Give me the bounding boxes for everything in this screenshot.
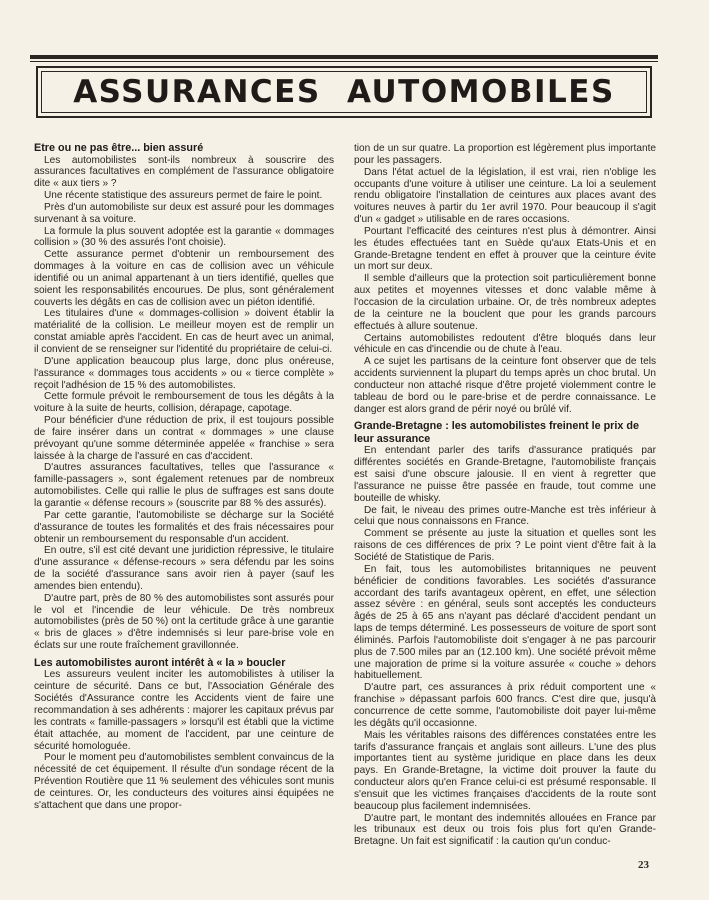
section-heading: Etre ou ne pas être... bien assuré — [34, 142, 204, 154]
article-paragraph: D'autre part, près de 80 % des automobilistes sont assurés pour le vol et l'incendie de leur véhicule. De très nombreux automobilistes (près de 50 %) ont la certitude grâce à une garantie « bris de glaces » d'être indemnisés si leur pare-brise vole en éclats sur une route fraîchement gravillonnée. — [34, 592, 334, 652]
page-title: ASSURANCES AUTOMOBILES — [73, 74, 615, 110]
title-frame — [36, 66, 652, 118]
article-paragraph: D'autre part, le montant des indemnités allouées en France par les tribunaux est deux ou trois fois plus fort qu'en Grande-Bretagne. Un fait est significatif : la caution qu'un conduc- — [354, 812, 656, 848]
article-paragraph: De fait, le niveau des primes outre-Manche est très inférieur à celui que nous connaissons en France. — [354, 504, 656, 528]
article-paragraph: Pour bénéficier d'une réduction de prix, il est toujours possible de faire insérer dans un contrat « dommages » une clause prévoyant qu'une somme déterminée appelée « franchise » sera laissée à la charge de l'assuré en cas d'accident. — [34, 415, 334, 462]
article-paragraph: tion de un sur quatre. La proportion est légèrement plus importante pour les passagers. — [354, 143, 656, 166]
article-paragraph: Les automobilistes sont-ils nombreux à souscrire des assurances facultatives en complément de l'assurance obligatoire dite « aux tiers » ? — [34, 154, 334, 190]
article-paragraph: Par cette garantie, l'automobiliste se décharge sur la Société d'assurance de toutes les formalités et des frais nécessaires pour obtenir un remboursement du responsable d'un accident. — [34, 509, 334, 545]
article-paragraph: Mais les véritables raisons des différences constatées entre les tarifs d'assurance français et anglais sont ailleurs. L'une des plus importantes tient au système juridique en place dans les deux pays. En Grande-Bretagne, la victime doit prouver la faute du conducteur alors qu'en France celui-ci est présumé responsable. Il s'ensuit que les victimes françaises d'accidents de la route sont beaucoup plus facilement indemnisées. — [354, 729, 656, 812]
article-paragraph: Dans l'état actuel de la législation, il est vrai, rien n'oblige les occupants d'une voiture à utiliser une ceinture. La loi a seulement rendu obligatoire l'installation de ceintures aux places avant des voitures neuves à partir du 1er avril 1970. Pour beaucoup il s'agit d'un « gadget » utilisable en de rares occasions. — [354, 166, 656, 226]
article-paragraph: La formule la plus souvent adoptée est la garantie « dommages collision » (30 % des assurés l'ont choisie). — [34, 225, 334, 249]
article-paragraph: En fait, tous les automobilistes britanniques ne peuvent bénéficier de conditions favorables. Les sociétés d'assurance accordant des tarifs avantageux opèrent, en effet, une sélection assez sévère : en général, seuls sont acceptés les conducteurs âgés de 25 à 65 ans n'ayant pas déclaré d'accident pendant un laps de temps déterminé. Les possesseurs de voiture de sport sont éliminés. Parfois l'automobiliste doit s'engager à ne pas parcourir plus de 7.500 miles par an (12.100 km). Une société prévoit même une majoration de prime si la voiture assurée « couche » dehors habituellement. — [354, 563, 656, 682]
article-paragraph: Cette assurance permet d'obtenir un remboursement des dommages à la voiture en cas de collision avec un véhicule identifié ou un animal appartenant à un tiers identifié, quelles que soient les responsabilités encourues. De plus, sont généralement couverts les dégâts en cas de collision avec un piéton identifié. — [34, 249, 334, 308]
article-paragraph: En entendant parler des tarifs d'assurance pratiqués par différentes sociétés en Grande-Bretagne, l'automobiliste français est saisi d'une obscure jalousie. Il en vient à regretter que l'assurance ne puisse être passée en fraude, tout comme une bouteille de whisky. — [354, 445, 656, 504]
top-rule-thick — [30, 55, 658, 59]
right-article-column — [354, 143, 656, 848]
article-paragraph: Une récente statistique des assureurs permet de faire le point. — [44, 190, 323, 202]
article-paragraph: Les assureurs veulent inciter les automobilistes à utiliser la ceinture de sécurité. Dans ce but, l'Association Générale des Sociétés d'Assurance contre les Accidents vient de faire une recommandation à ses adhérents : majorer les capitaux prévus par les contrats « famille-passagers » lorsqu'il est établi que la victime était attachée, au moment de l'accident, par une ceinture de sécurité homologuée. — [34, 669, 334, 752]
section-heading: Les automobilistes auront intérêt à « la » boucler — [34, 656, 286, 669]
article-paragraph: Pourtant l'efficacité des ceintures n'est plus à démontrer. Ainsi les études effectuées tant en Suède qu'aux Etats-Unis et en Grande-Bretagne tendent en effet à prouver que la ceinture évite un mort sur deux. — [354, 225, 656, 273]
article-paragraph: D'autres assurances facultatives, telles que l'assurance « famille-passagers », sont également retenues par de nombreux automobilistes. Celle qui rallie le plus de suffrages est sans doute la garantie « défense recours » (souscrite par 88 % des assurés). — [34, 462, 334, 509]
article-paragraph: D'une application beaucoup plus large, donc plus onéreuse, l'assurance « dommages tous accidents » ou « tierce complète » reçoit l'adhésion de 15 % des automobilistes. — [34, 355, 334, 391]
article-paragraph: D'autre part, ces assurances à prix réduit comportent une « franchise » dépassant parfois 600 francs. C'est dire que, jusqu'à concurrence de cette somme, l'automobiliste doit payer lui-même les dégâts qu'il occasionne. — [354, 682, 656, 729]
article-paragraph: Certains automobilistes redoutent d'être bloqués dans leur véhicule en cas d'incendie ou de chute à l'eau. — [354, 332, 656, 356]
article-paragraph: Les titulaires d'une « dommages-collision » doivent établir la matérialité de la collision. Le meilleur moyen est de remplir un constat amiable après l'accident. En cas de heurt avec un animal, il convient de se renseigner sur l'identité du propriétaire de celui-ci. — [34, 308, 334, 355]
article-paragraph: A ce sujet les partisans de la ceinture font observer que de tels accidents surviennent la plupart du temps après un choc brutal. Un conducteur non attaché risque d'être projeté violemment contre le tableau de bord ou le pare-brise et de perdre connaissance. Le danger est alors grand de périr noyé ou brûlé vif. — [354, 356, 656, 415]
article-paragraph: Pour le moment peu d'automobilistes semblent convaincus de la nécessité de cet équipement. Il résulte d'un sondage récent de la Prévention Routière que 11 % seulement des véhicules sont munis de ceintures. Or, les conducteurs des voitures ainsi équipées ne s'attachent que dans une propor- — [34, 752, 334, 811]
article-paragraph: Près d'un automobiliste sur deux est assuré pour les dommages survenant à sa voiture. — [34, 201, 334, 225]
page-number: 23 — [638, 859, 649, 871]
article-paragraph: En outre, s'il est cité devant une juridiction répressive, le titulaire d'une assurance « défense-recours » sera défendu par les soins de la société d'assurance sans avoir rien à payer (sauf les amendes bien entendu). — [34, 545, 334, 592]
section-heading: Grande-Bretagne : les automobilistes freinent le prix de leur assurance — [354, 420, 639, 445]
top-rule-thin — [30, 61, 658, 62]
article-paragraph: Il semble d'ailleurs que la protection soit particulièrement bonne aux petites et moyennes vitesses et donc valable même à l'occasion de la circulation urbaine. Or, de très nombreux adeptes de la ceinture ne la bouclent que pour les grands parcours effectués à allure soutenue. — [354, 273, 656, 332]
left-article-column — [34, 142, 334, 812]
article-paragraph: Cette formule prévoit le remboursement de tous les dégâts à la voiture à la suite de heurts, collision, dérapage, capotage. — [34, 391, 334, 415]
article-paragraph: Comment se présente au juste la situation et quelles sont les raisons de ces différences de prix ? Le point vient d'être fait à la Société de Statistique de Paris. — [354, 528, 656, 563]
